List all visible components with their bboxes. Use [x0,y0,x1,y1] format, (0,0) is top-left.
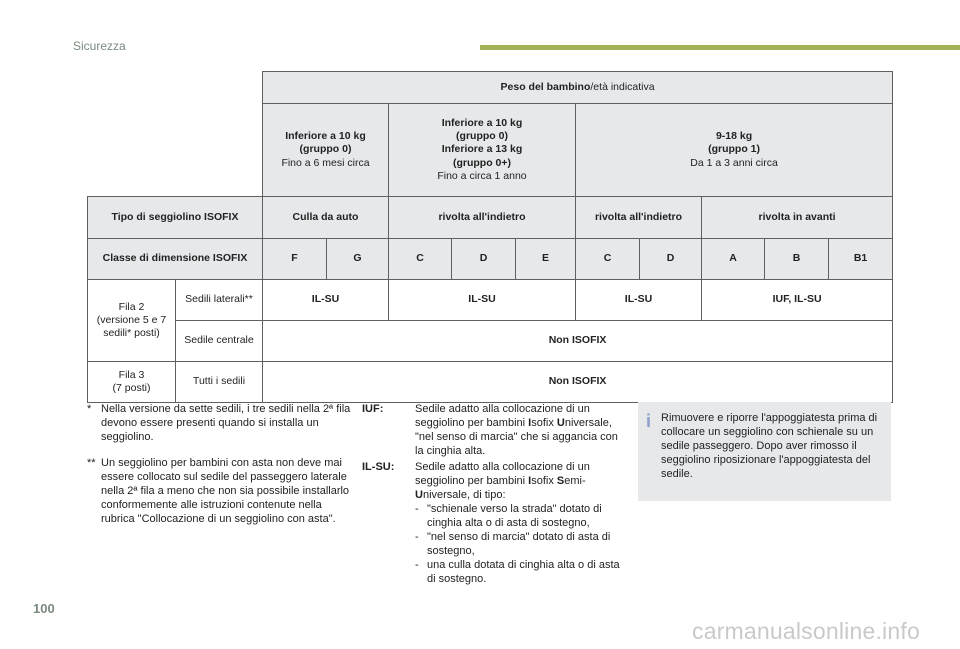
value-cell: Non ISOFIX [263,362,893,403]
definition-text: Sedile adatto alla collocazione di un seggiolino per bambini [415,403,590,429]
definition-text: sofix [531,417,557,429]
seat-label: Sedili laterali** [176,280,263,321]
class-cell: D [452,239,516,280]
list-item: - "nel senso di marcia" dotato di asta di sostegno, [415,531,611,557]
class-cell: B [765,239,829,280]
value-cell: IL-SU [576,280,702,321]
class-cell: D [640,239,702,280]
group-header [389,104,576,197]
definition-iuf: IUF: Sedile adatto alla collocazione di un seggiolino per bambini Isofix Universale, "nel senso di marcia" che si aggancia con la cinghia alta. [362,402,622,458]
definition-text: U [556,417,565,429]
type-cell: rivolta in avanti [702,197,893,239]
type-label: Tipo di seggiolino ISOFIX [88,197,263,239]
weight-title: Peso del bambino/età indicativa [263,72,893,104]
type-cell: rivolta all'indietro [389,197,576,239]
class-cell: A [702,239,765,280]
watermark: carmanualsonline.info [692,618,920,644]
group-line: (gruppo 0+) [452,156,512,169]
list-item: - "schienale verso la strada" dotato di cinghia alta o di asta di sostegno, [415,503,602,529]
class-cell: G [327,239,389,280]
group-line: Da 1 a 3 anni circa [690,156,778,169]
definition-il-su: IL-SU: Sedile adatto alla collocazione di un seggiolino per bambini Isofix Semi-Universale, di tipo: - "schienale verso la strada" dotato di cinghia alta o di asta di sostegno, - "nel senso di marcia" dotato di asta di sostegno, - una culla dotata di cinghia alta o di asta di sostegno. [362,460,622,586]
section-accent-bar [480,45,960,50]
value-cell: IUF, IL-SU [702,280,893,321]
group-line: (gruppo 0) [299,143,352,156]
class-cell: E [516,239,576,280]
group-line: (gruppo 1) [708,143,761,156]
definition-text: I [528,417,532,429]
definition-text: niversale, "nel senso di marcia" che si aggancia con la cinghia alta. [415,417,618,457]
definition-text: I [528,475,532,487]
group-line: Fino a 6 mesi circa [281,156,370,169]
group-header [263,104,389,197]
row-label-fila-2: Fila 2 (versione 5 e 7 sedili* posti) [88,280,176,362]
definition-text: emi- [564,475,586,487]
class-cell: F [263,239,327,280]
class-label: Classe di dimensione ISOFIX [88,239,263,280]
group-line: (gruppo 0) [456,130,508,143]
footnote: ** Un seggiolino per bambini con asta non deve mai essere collocato sul sedile del passeggero laterale nella 2ª fila a meno che non sia possibile installarlo conformemente alle istruzioni contenute nella rubrica "Collocazione di un seggiolino con asta". [87,457,350,525]
list-item: - una culla dotata di cinghia alta o di asta di sostegno. [415,559,620,585]
group-line: Inferiore a 13 kg [441,143,523,156]
value-cell: IL-SU [389,280,576,321]
isofix-table [87,71,893,403]
group-line: 9-18 kg [715,130,753,143]
class-cell: C [576,239,640,280]
definition-body [415,461,590,501]
definition-text: sofix [531,475,557,487]
footnote: * Nella versione da sette sedili, i tre sedili nella 2ª fila devono essere presenti quando si installa un seggiolino. [87,403,351,443]
seat-label: Sedile centrale [176,321,263,362]
group-line: Inferiore a 10 kg [441,117,523,130]
class-cell: B1 [829,239,893,280]
definition-text: Sedile adatto alla collocazione di un seggiolino per bambini [415,461,590,487]
group-header [576,104,893,197]
seat-label: Tutti i sedili [176,362,263,403]
value-cell: Non ISOFIX [263,321,893,362]
info-text: Rimuovere e riporre l'appoggiatesta prima di collocare un seggiolino con schienale su un sedile passeggero. Dopo aver rimosso il seggiolino riposizionare l'appoggiatesta del sedile. [661,412,878,480]
type-cell: Culla da auto [263,197,389,239]
value-cell: IL-SU [263,280,389,321]
footnotes [87,402,352,538]
definition-text: S [556,475,565,487]
definition-text: U [415,489,423,501]
definition-text: niversale, di tipo: [422,489,506,501]
group-line: Inferiore a 10 kg [285,130,366,143]
class-cell: C [389,239,452,280]
group-line: Fino a circa 1 anno [437,169,527,182]
section-title: Sicurezza [73,39,126,53]
info-box [638,402,891,501]
definition-body [415,402,622,458]
info-icon: i [646,411,652,431]
type-cell: rivolta all'indietro [576,197,702,239]
row-label-fila-3: Fila 3 (7 posti) [88,362,176,403]
definitions [362,402,622,588]
page-number: 100 [33,601,55,616]
